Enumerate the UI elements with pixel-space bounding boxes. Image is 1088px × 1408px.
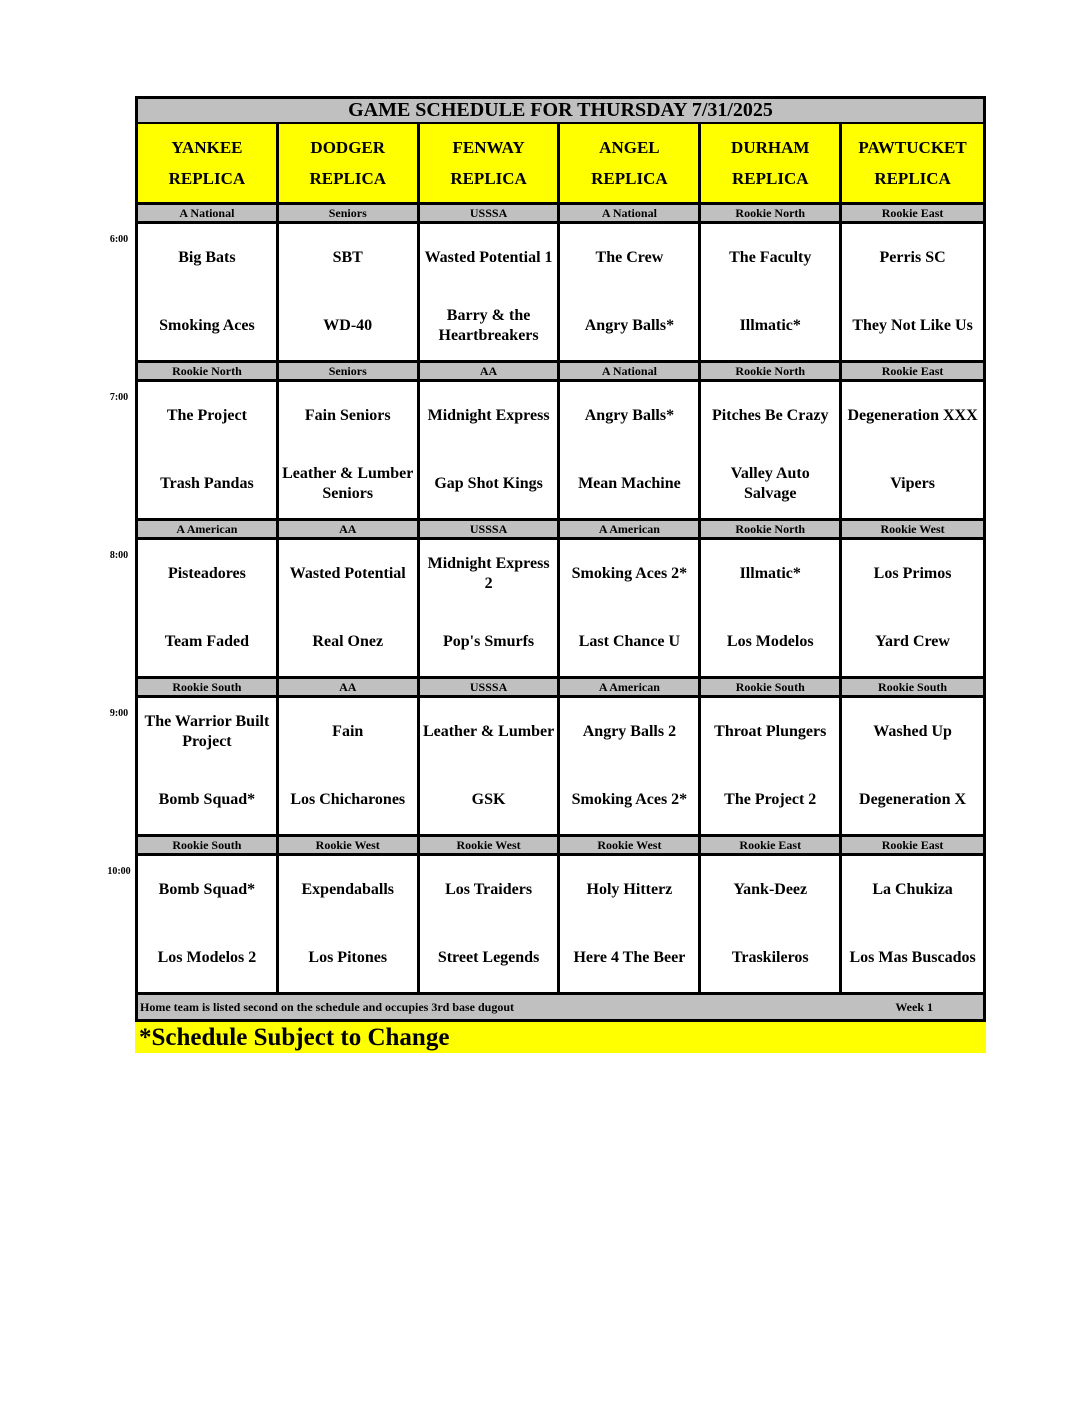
field-subtitle: REPLICA bbox=[874, 169, 951, 188]
game-cell bbox=[279, 224, 420, 363]
away-team: SBT bbox=[332, 249, 363, 266]
division-label: Rookie North bbox=[701, 205, 842, 224]
game-cell bbox=[420, 856, 561, 995]
field-subtitle: REPLICA bbox=[450, 169, 527, 188]
week-label: Week 1 bbox=[895, 999, 933, 1014]
game-cell bbox=[842, 540, 983, 679]
time-slot bbox=[109, 679, 986, 837]
away-team: Illmatic* bbox=[739, 565, 801, 582]
division-label: AA bbox=[279, 679, 420, 698]
home-team: Last Chance U bbox=[578, 633, 681, 650]
away-team: Yank-Deez bbox=[733, 881, 808, 898]
away-team: The Project bbox=[166, 407, 247, 424]
games-row bbox=[138, 856, 983, 995]
division-label: A American bbox=[560, 521, 701, 540]
schedule-title: GAME SCHEDULE FOR THURSDAY 7/31/2025 bbox=[135, 96, 986, 124]
division-label: Rookie West bbox=[279, 837, 420, 856]
division-row bbox=[138, 363, 983, 382]
division-label: Rookie West bbox=[420, 837, 561, 856]
away-team: Smoking Aces 2* bbox=[571, 565, 688, 582]
home-team: They Not Like Us bbox=[852, 317, 973, 334]
game-cell bbox=[842, 698, 983, 837]
home-team: Angry Balls* bbox=[584, 317, 675, 334]
field-header-durham bbox=[701, 124, 842, 205]
home-team: Barry & the Heartbreakers bbox=[438, 307, 539, 344]
division-label: Rookie South bbox=[842, 679, 983, 698]
home-team: Los Mas Buscados bbox=[849, 949, 976, 966]
home-team: Team Faded bbox=[164, 633, 250, 650]
home-team-note: Home team is listed second on the schedule and occupies 3rd base dugout bbox=[140, 999, 515, 1014]
games-row bbox=[138, 698, 983, 837]
game-cell bbox=[138, 224, 279, 363]
away-team: La Chukiza bbox=[872, 881, 953, 898]
division-label: Seniors bbox=[279, 205, 420, 224]
home-team: Los Modelos bbox=[726, 633, 814, 650]
game-cell bbox=[701, 224, 842, 363]
home-team: Illmatic* bbox=[739, 317, 801, 334]
home-team: Street Legends bbox=[437, 949, 540, 966]
away-team: Big Bats bbox=[178, 249, 236, 266]
division-label: A National bbox=[560, 363, 701, 382]
game-cell bbox=[560, 698, 701, 837]
home-team: Bomb Squad* bbox=[158, 791, 256, 808]
home-team: Leather & Lumber Seniors bbox=[282, 465, 414, 502]
game-cell bbox=[420, 382, 561, 521]
time-slot bbox=[109, 363, 986, 521]
time-slot bbox=[109, 521, 986, 679]
game-cell bbox=[279, 540, 420, 679]
home-team: Trash Pandas bbox=[160, 475, 254, 492]
home-team: GSK bbox=[471, 791, 506, 808]
field-header-fenway bbox=[420, 124, 561, 205]
game-cell bbox=[138, 382, 279, 521]
game-cell bbox=[138, 540, 279, 679]
game-cell bbox=[842, 856, 983, 995]
division-row bbox=[138, 837, 983, 856]
field-subtitle: REPLICA bbox=[591, 169, 668, 188]
division-row bbox=[138, 205, 983, 224]
field-subtitle: REPLICA bbox=[731, 169, 809, 188]
game-cell bbox=[420, 224, 561, 363]
home-team: Smoking Aces 2* bbox=[571, 791, 688, 808]
away-team: Los Primos bbox=[873, 565, 952, 582]
division-row bbox=[138, 679, 983, 698]
field-name: PAWTUCKET bbox=[858, 138, 967, 157]
game-cell bbox=[279, 382, 420, 521]
division-label: USSSA bbox=[420, 521, 561, 540]
home-team: WD-40 bbox=[323, 317, 373, 334]
field-name: ANGEL bbox=[599, 138, 660, 157]
slot-time: 7:00 bbox=[109, 392, 129, 403]
game-cell bbox=[701, 856, 842, 995]
games-row bbox=[138, 382, 983, 521]
division-label: Rookie South bbox=[701, 679, 842, 698]
home-team: Los Modelos 2 bbox=[157, 949, 257, 966]
division-label: Rookie West bbox=[842, 521, 983, 540]
away-team: Throat Plungers bbox=[714, 723, 827, 740]
game-cell bbox=[420, 698, 561, 837]
game-cell bbox=[701, 382, 842, 521]
field-subtitle: REPLICA bbox=[168, 169, 246, 188]
division-label: Rookie North bbox=[701, 521, 842, 540]
home-team: Here 4 The Beer bbox=[573, 949, 686, 966]
division-label: Rookie East bbox=[842, 205, 983, 224]
away-team: Angry Balls* bbox=[584, 407, 675, 424]
division-label: Seniors bbox=[279, 363, 420, 382]
slot-time: 10:00 bbox=[107, 866, 131, 877]
away-team: Fain bbox=[332, 723, 364, 740]
home-team: Los Chicharones bbox=[290, 791, 406, 808]
slot-time: 9:00 bbox=[109, 708, 129, 719]
field-subtitle: REPLICA bbox=[309, 169, 386, 188]
game-cell bbox=[138, 856, 279, 995]
away-team: Expendaballs bbox=[301, 881, 394, 898]
field-header-yankee bbox=[138, 124, 279, 205]
home-team: Los Pitones bbox=[308, 949, 388, 966]
division-label: A National bbox=[560, 205, 701, 224]
away-team: Pitches Be Crazy bbox=[712, 407, 829, 424]
away-team: Wasted Potential bbox=[289, 565, 406, 582]
away-team: The Faculty bbox=[729, 249, 812, 266]
games-row bbox=[138, 224, 983, 363]
division-label: A American bbox=[560, 679, 701, 698]
home-team: Valley Auto Salvage bbox=[730, 465, 810, 502]
division-row bbox=[138, 521, 983, 540]
schedule-sheet bbox=[107, 96, 986, 1053]
division-label: AA bbox=[279, 521, 420, 540]
division-label: Rookie North bbox=[138, 363, 279, 382]
division-label: Rookie South bbox=[138, 837, 279, 856]
game-cell bbox=[560, 224, 701, 363]
slot-time: 6:00 bbox=[109, 234, 129, 245]
division-label: Rookie East bbox=[842, 363, 983, 382]
home-team: Degeneration X bbox=[859, 791, 967, 808]
home-team: Gap Shot Kings bbox=[434, 475, 543, 492]
game-cell bbox=[842, 224, 983, 363]
field-name: YANKEE bbox=[171, 138, 243, 157]
away-team: Perris SC bbox=[879, 249, 946, 266]
schedule-footer bbox=[135, 995, 986, 1022]
game-cell bbox=[420, 540, 561, 679]
slot-time: 8:00 bbox=[109, 550, 129, 561]
away-team: Degeneration XXX bbox=[847, 407, 978, 424]
field-header-dodger bbox=[279, 124, 420, 205]
home-team: Mean Machine bbox=[578, 475, 681, 492]
away-team: Wasted Potential 1 bbox=[424, 249, 553, 266]
away-team: Pisteadores bbox=[167, 565, 246, 582]
division-label: Rookie South bbox=[138, 679, 279, 698]
game-cell bbox=[279, 856, 420, 995]
game-cell bbox=[701, 698, 842, 837]
game-cell bbox=[560, 856, 701, 995]
home-team: Real Onez bbox=[312, 633, 384, 650]
home-team: Vipers bbox=[890, 475, 935, 492]
away-team: Bomb Squad* bbox=[158, 881, 256, 898]
away-team: Holy Hitterz bbox=[586, 881, 673, 898]
away-team: Fain Seniors bbox=[304, 407, 391, 424]
home-team: Smoking Aces bbox=[159, 317, 255, 334]
time-slots bbox=[107, 205, 986, 995]
home-team: Pop's Smurfs bbox=[443, 633, 535, 650]
division-label: USSSA bbox=[420, 205, 561, 224]
schedule-change-notice: *Schedule Subject to Change bbox=[135, 1022, 986, 1053]
division-label: AA bbox=[420, 363, 561, 382]
away-team: Washed Up bbox=[873, 723, 952, 740]
field-name: DURHAM bbox=[731, 138, 810, 157]
away-team: Los Traiders bbox=[445, 881, 533, 898]
away-team: Leather & Lumber bbox=[422, 723, 555, 740]
home-team: The Project 2 bbox=[724, 791, 817, 808]
field-name: DODGER bbox=[310, 138, 386, 157]
division-label: Rookie West bbox=[560, 837, 701, 856]
field-name: FENWAY bbox=[452, 138, 525, 157]
field-header-pawtucket bbox=[842, 124, 983, 205]
division-label: A National bbox=[138, 205, 279, 224]
division-label: Rookie North bbox=[701, 363, 842, 382]
home-team: Traskileros bbox=[731, 949, 809, 966]
division-label: A American bbox=[138, 521, 279, 540]
field-header-row bbox=[135, 124, 986, 205]
game-cell bbox=[138, 698, 279, 837]
time-slot bbox=[109, 205, 986, 363]
away-team: The Crew bbox=[595, 249, 664, 266]
games-row bbox=[138, 540, 983, 679]
field-header-angel bbox=[560, 124, 701, 205]
game-cell bbox=[842, 382, 983, 521]
game-cell bbox=[560, 540, 701, 679]
game-cell bbox=[560, 382, 701, 521]
home-team: Yard Crew bbox=[875, 633, 950, 650]
division-label: Rookie East bbox=[842, 837, 983, 856]
time-slot bbox=[107, 837, 986, 995]
game-cell bbox=[701, 540, 842, 679]
away-team: The Warrior Built Project bbox=[144, 713, 270, 750]
game-cell bbox=[279, 698, 420, 837]
away-team: Midnight Express bbox=[427, 407, 550, 424]
division-label: Rookie East bbox=[701, 837, 842, 856]
away-team: Midnight Express 2 bbox=[427, 555, 550, 592]
away-team: Angry Balls 2 bbox=[582, 723, 677, 740]
division-label: USSSA bbox=[420, 679, 561, 698]
